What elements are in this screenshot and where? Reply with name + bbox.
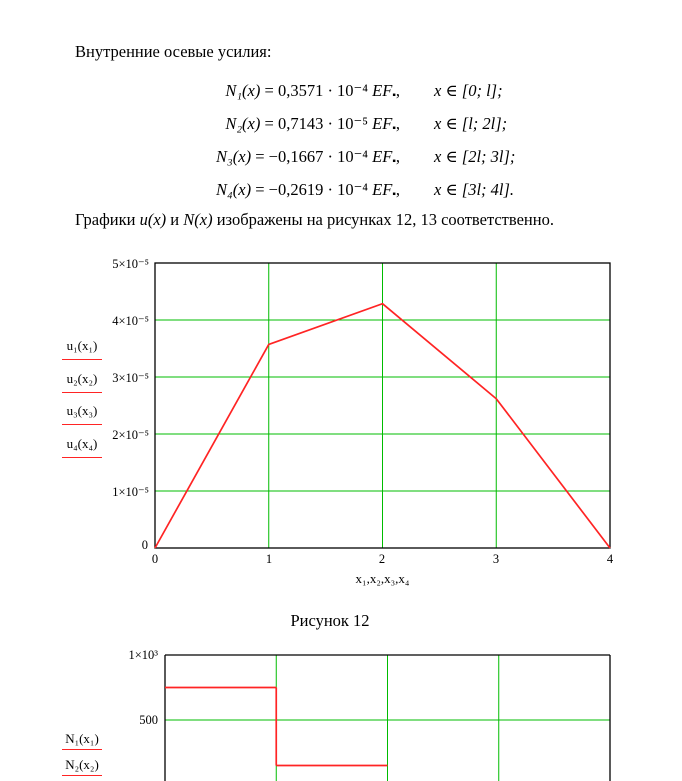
equation-value: −0,2619 · 10⁻⁴ [268,179,373,199]
equation-expression [0,81,400,101]
equation-domain: x ∈ [3l; 4l]. [434,179,515,199]
trace-sample-line [62,457,102,458]
placeholder-square-icon: ▪ [392,89,396,101]
comma: , [395,80,400,100]
u-of-x-symbol: u(x) [139,210,167,229]
ef-symbol: EF [372,179,393,199]
equals-sign: = [260,80,278,100]
equation-expression [0,114,400,134]
fig12-y-tick-label: 1×10⁻⁵ [112,485,149,499]
fig12-x-tick-label: 0 [151,552,159,566]
equation-value: 0,3571 · 10⁻⁴ [277,80,373,100]
fig12-x-tick-label: 2 [378,552,386,566]
trace-sample-line [62,424,102,425]
fig12-x-tick-label: 1 [265,552,273,566]
fig12-y-tick-label: 4×10⁻⁵ [112,314,149,328]
trace-sample-line [62,359,102,360]
equation-line-2 [0,107,682,140]
equation-domain: x ∈ [0; l]; [434,80,503,100]
equation-lhs: N₁(x) [225,80,261,100]
equation-expression [0,180,400,200]
ef-symbol: EF [372,80,393,100]
equals-sign: = [251,146,269,166]
equation-line-3 [0,140,682,173]
figure-12-caption: Рисунок 12 [290,611,370,630]
equation-expression [0,147,400,167]
equation-domain: x ∈ [2l; 3l]; [434,146,516,166]
paragraph-text: изображены на рисунках 12, 13 соответственно. [212,210,554,229]
fig12-origin-label: 0 [141,538,148,552]
ef-symbol: EF [372,113,393,133]
trace-sample-line [62,392,102,393]
equation-value: 0,7143 · 10⁻⁵ [277,113,373,133]
fig12-y-tick-label: 3×10⁻⁵ [112,371,149,385]
fig13-y-tick-label: 500 [139,713,158,727]
equation-domain: x ∈ [l; 2l]; [434,113,508,133]
n-of-x-symbol: N(x) [183,210,213,229]
fig13-trace-label: N₁(x₁) [65,731,99,746]
equals-sign: = [251,179,269,199]
placeholder-square-icon: ▪ [392,155,396,167]
equation-value: −0,1667 · 10⁻⁴ [268,146,373,166]
fig12-trace-label: u₂(x₂) [66,371,98,386]
fig12-trace-label: u₃(x₃) [66,403,98,418]
placeholder-square-icon: ▪ [392,188,396,200]
section-heading: Внутренние осевые усилия: [75,42,272,61]
placeholder-square-icon: ▪ [392,122,396,134]
comma: , [395,146,400,166]
paragraph-text: Графики [75,210,140,229]
equation-line-4 [0,173,682,206]
fig12-trace-label: u₄(x₄) [66,436,98,451]
fig12-x-tick-label: 3 [492,552,500,566]
fig13-y-tick-label: 1×10³ [128,648,158,662]
paragraph-text: и [166,210,184,229]
trace-sample-line [62,749,102,750]
trace-sample-line [62,775,102,776]
comma: , [395,179,400,199]
equals-sign: = [260,113,278,133]
equation-lhs: N₂(x) [225,113,261,133]
fig13-trace-label: N₂(x₂) [65,757,99,772]
comma: , [395,113,400,133]
equation-lhs: N₃(x) [216,146,252,166]
equations-block [0,74,682,206]
fig12-x-axis-label: x₁,x₂,x₃,x₄ [355,571,410,586]
equation-line-1 [0,74,682,107]
fig12-y-tick-label: 2×10⁻⁵ [112,428,149,442]
ef-symbol: EF [372,146,393,166]
fig12-x-tick-label: 4 [606,552,614,566]
fig12-trace-label: u₁(x₁) [66,338,98,353]
equation-lhs: N₄(x) [216,179,252,199]
figures-reference-paragraph [75,210,554,230]
fig12-y-tick-label: 5×10⁻⁵ [112,257,149,271]
